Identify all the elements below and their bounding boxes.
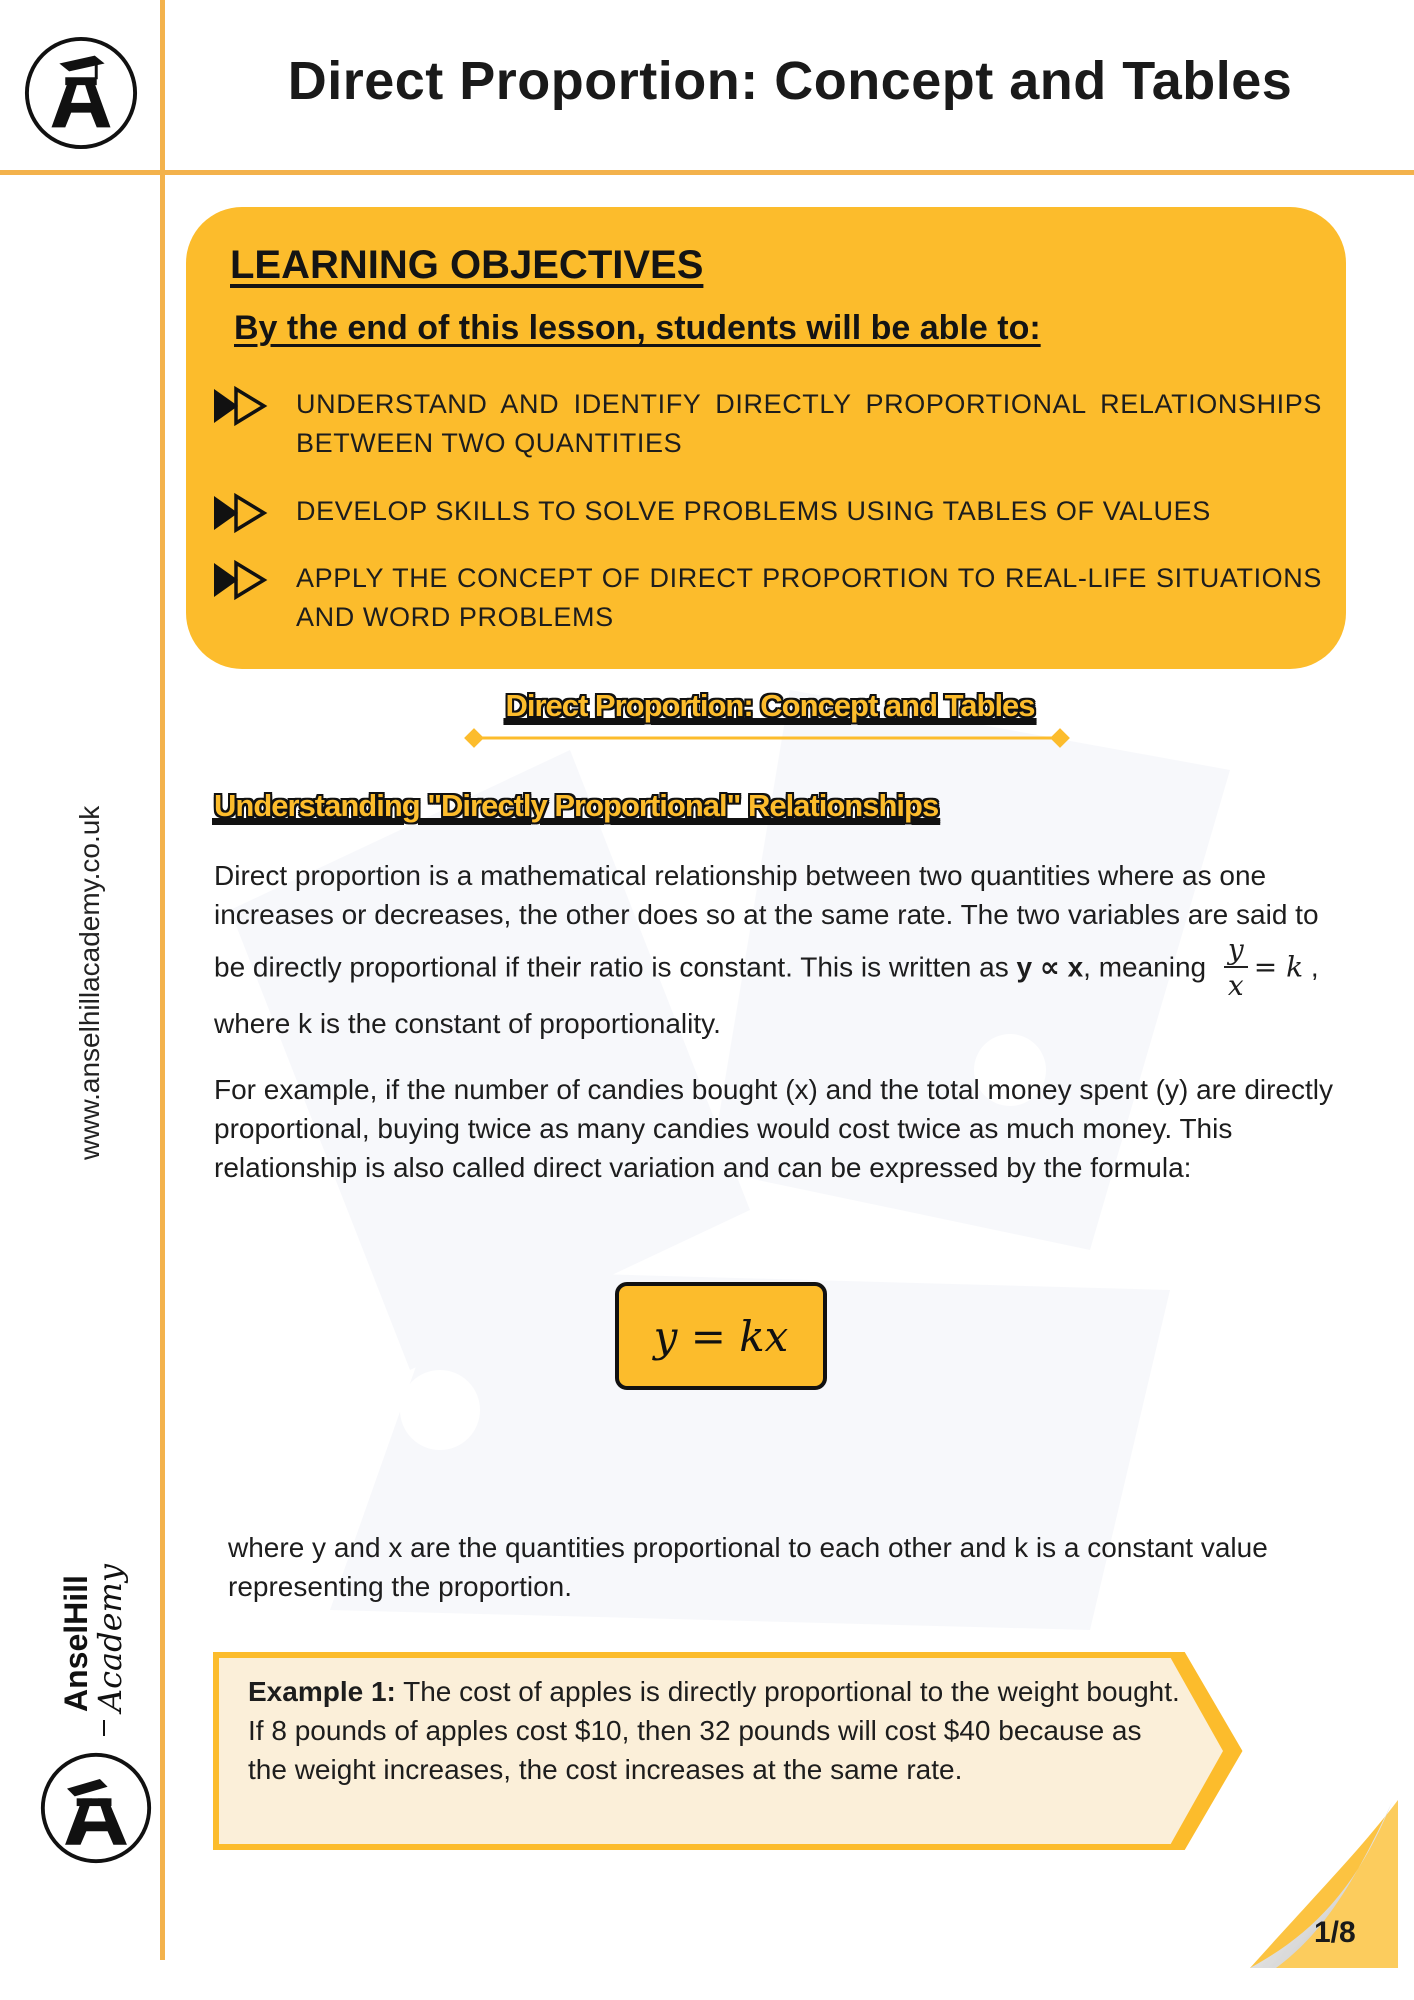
objective-item bbox=[212, 492, 1322, 531]
proportional-symbol: y ∝ x bbox=[1016, 951, 1084, 983]
objective-item bbox=[212, 385, 1322, 463]
academy-logo-icon bbox=[22, 34, 140, 152]
section-title: Direct Proportion: Concept and Tables bbox=[505, 688, 1035, 723]
brand-wordmark bbox=[55, 1540, 135, 1740]
meaning-text: , meaning bbox=[1083, 951, 1207, 983]
fast-forward-arrow-icon bbox=[212, 492, 268, 534]
fraction-denominator: x bbox=[1227, 969, 1244, 1002]
ratio-fraction bbox=[1224, 934, 1248, 1004]
objective-text: DEVELOP SKILLS TO SOLVE PROBLEMS USING TABLES OF VALUES bbox=[296, 496, 1211, 526]
example-body: The cost of apples is directly proportional to the weight bought. If 8 pounds of apples cost $10, then 32 pounds will cost $40 because as the weight increases, the cost increases at the same rate. bbox=[248, 1676, 1180, 1785]
header-rule bbox=[0, 170, 1414, 175]
definition-paragraph bbox=[214, 856, 1344, 1043]
vertical-rule bbox=[160, 0, 165, 1960]
fast-forward-arrow-icon bbox=[212, 559, 268, 601]
objective-item bbox=[212, 559, 1322, 637]
page-curl-icon bbox=[1210, 1780, 1400, 1970]
example-1 bbox=[248, 1672, 1188, 1789]
page-title: Direct Proportion: Concept and Tables bbox=[287, 51, 1293, 111]
objectives-subtitle: By the end of this lesson, students will be able to: bbox=[234, 309, 1041, 347]
objective-text: APPLY THE CONCEPT OF DIRECT PROPORTION TO REAL-LIFE SITUATIONS AND WORD PROBLEMS bbox=[296, 563, 1322, 632]
definition-tail: , where k is the constant of proportionality. bbox=[214, 951, 1319, 1039]
subsection-heading: Understanding "Directly Proportional" Relationships bbox=[214, 788, 939, 823]
website-url: www.anselhillacademy.co.uk bbox=[74, 805, 105, 1160]
definition-text: Direct proportion is a mathematical relationship between two quantities where as one increases or decreases, the other does so at the same rate. The two variables are said to be directly proportional if their ratio is constant. This is written as bbox=[214, 860, 1319, 983]
objectives-title: LEARNING OBJECTIVES bbox=[230, 243, 704, 287]
example-paragraph: For example, if the number of candies bought (x) and the total money spent (y) are directly proportional, buying twice as many candies would cost twice as much money. This relationship is also called direct variation and can be expressed by the formula: bbox=[214, 1074, 1334, 1183]
example-label: Example 1: bbox=[248, 1676, 396, 1707]
learning-objectives-panel bbox=[186, 207, 1346, 669]
fraction-numerator: y bbox=[1224, 934, 1248, 968]
formula-explanation: where y and x are the quantities proportional to each other and k is a constant value representing the proportion. bbox=[228, 1532, 1268, 1602]
objective-text: UNDERSTAND AND IDENTIFY DIRECTLY PROPORTIONAL RELATIONSHIPS BETWEEN TWO QUANTITIES bbox=[296, 389, 1322, 458]
academy-logo-icon bbox=[38, 1750, 154, 1866]
fast-forward-arrow-icon bbox=[212, 385, 268, 427]
brand-tagline: Academy bbox=[91, 1564, 129, 1712]
formula-box: y = kx bbox=[615, 1282, 827, 1390]
fraction-equals-k: = k bbox=[1253, 950, 1304, 984]
title-underline-rule bbox=[462, 726, 1072, 750]
page-number: 1/8 bbox=[1314, 1916, 1356, 1949]
brand-name: AnselHill bbox=[58, 1575, 94, 1712]
